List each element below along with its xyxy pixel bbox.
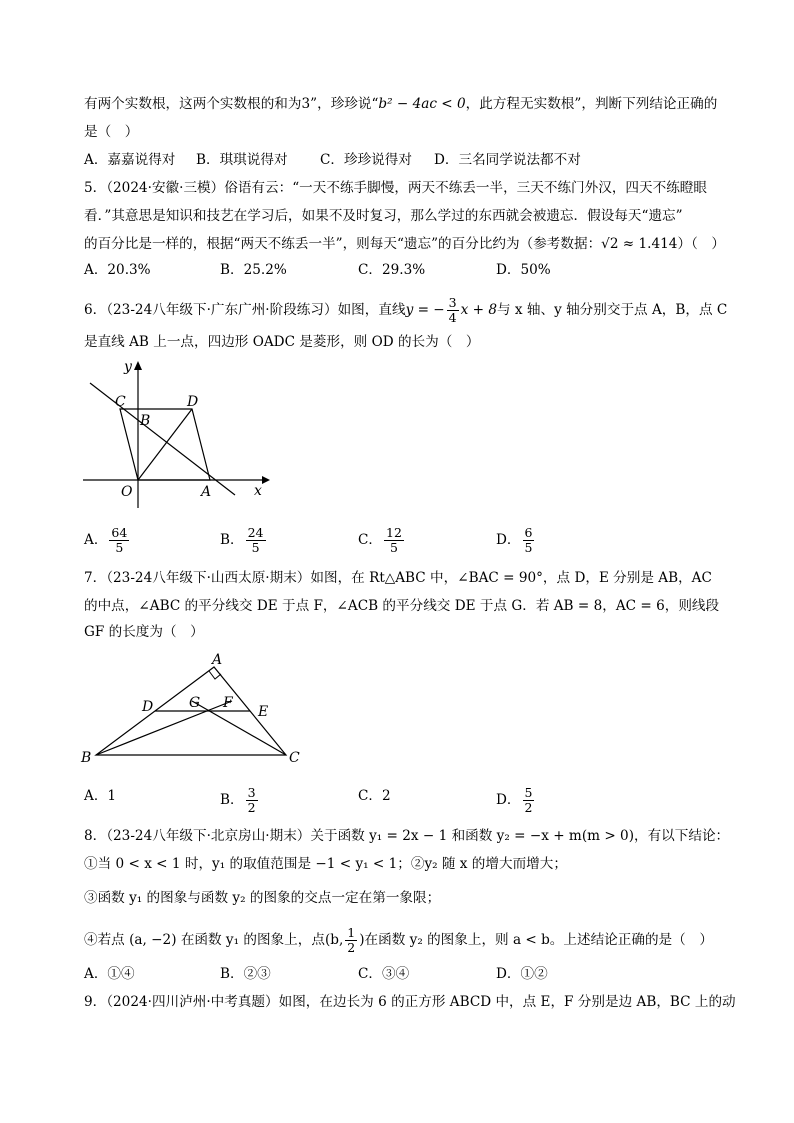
q5-reference-value: √2 ≈ 1.414 [601,236,678,252]
q6-label-b: B [140,413,151,429]
q8-line-2: ①当 0 < x < 1 时，y₁ 的取值范围是 −1 < y₁ < 1；②y₂ 随 x 的增大而增大； [84,856,567,872]
q7-option-d-fraction [523,786,535,815]
q6-label-x: x [254,483,262,499]
q7-line-2: 的中点，∠ABC 的平分线交 DE 于点 F，∠ACB 的平分线交 DE 于点 G．若 AB = 8，AC = 6，则线段 [84,598,720,614]
q5-text-b: ）（ ） [677,236,726,252]
q7-label-a: A [212,652,223,668]
q7-option-b-num: 3 [247,785,256,800]
q7-option-a[interactable] [84,786,116,806]
q6-figure [80,356,280,516]
q4-option-c[interactable]: C．珍珍说得对 [320,152,412,168]
q6-option-b-letter: B． [220,532,244,548]
q4-line-1 [84,94,717,114]
q5-option-a[interactable]: A．20.3% [84,262,151,278]
q6-eq-lhs: y = − [405,302,445,318]
q7-option-b[interactable] [220,786,260,815]
q8-option-c[interactable]: C．③④ [358,966,410,982]
q7-label-e: E [258,704,269,720]
q7-option-c-letter: C． [358,788,382,804]
q5-option-b[interactable]: B．25.2% [220,262,287,278]
q6-option-d-letter: D． [496,532,521,548]
q8-option-b[interactable]: B．②③ [220,966,271,982]
q7-label-d: D [142,699,154,715]
q7-option-d-den: 2 [524,800,533,815]
q6-option-a-fraction [109,526,129,555]
q7-option-c-value: 2 [382,788,391,804]
q6-option-b[interactable] [220,526,268,555]
q7-option-a-value: 1 [107,788,117,804]
q6-eq-fraction [447,296,459,325]
q6-line-2: 是直线 AB 上一点，四边形 OADC 是菱形，则 OD 的长为（ ） [84,334,480,350]
q5-line-3 [84,234,725,254]
q7-bisector-bf [96,701,232,755]
q4-option-b[interactable]: B．琪琪说得对 [196,152,288,168]
q4-text-b: ，此方程无实数根”，判断下列结论正确的 [465,96,718,112]
q6-x-arrow [262,476,270,484]
q4-option-a[interactable]: A．嘉嘉说得对 [84,152,176,168]
q7-label-g: G [189,695,201,711]
q6-option-c[interactable] [358,526,406,555]
q6-text-b: 与 x 轴、y 轴分别交于点 A，B，点 C [496,302,728,318]
q7-right-angle-mark [209,671,221,679]
q6-line-1 [84,296,727,325]
q7-option-d-num: 5 [524,785,533,800]
q8-point-num: 1 [347,925,356,940]
q9-line-1: 9．（2024·四川泸州·中考真题）如图，在边长为 6 的正方形 ABCD 中，点 E，F 分别是边 AB，BC 上的动 [84,994,736,1010]
q8-text-b: 在函数 y₂ 的图象上，则 a < b。上述结论正确的是（ ） [364,932,713,948]
q6-option-c-num: 12 [386,525,402,540]
q8-option-a[interactable]: A．①④ [84,966,135,982]
q6-option-c-letter: C． [358,532,382,548]
q4-discriminant: b² − 4ac < 0 [378,96,466,112]
q6-label-c: C [115,394,126,410]
q8-point-den: 2 [347,940,356,955]
q6-option-b-den: 5 [246,540,266,555]
q6-line-ab [90,383,235,495]
q7-label-b: B [81,750,92,766]
q6-option-a-den: 5 [109,540,129,555]
q7-figure [78,645,318,775]
q6-option-a[interactable] [84,526,131,555]
q6-text-a: 6．（23-24八年级下·广东广州·阶段练习）如图，直线 [84,302,406,318]
q6-label-o: O [121,484,133,500]
q8-line-3: ③函数 y₁ 的图象与函数 y₂ 的图象的交点一定在第一象限； [84,890,441,906]
q6-option-d[interactable] [496,526,536,555]
q7-option-b-den: 2 [247,800,256,815]
q6-eq-denominator: 4 [448,310,457,325]
q8-point-open: (b, [324,932,344,948]
q6-option-b-fraction [246,526,266,555]
q7-option-b-fraction [246,786,258,815]
q6-eq-rhs: x + 8 [460,302,497,318]
q8-text-a: ④若点 (a, −2) 在函数 y₁ 的图象上，点 [84,932,325,948]
q8-line-4 [84,926,713,955]
q6-option-d-num: 6 [524,525,533,540]
q6-label-a: A [201,484,212,500]
q7-option-c[interactable] [358,786,391,806]
q6-option-c-den: 5 [384,540,404,555]
q4-text-a: 有两个实数根，这两个实数根的和为3”，珍珍说“ [84,96,379,112]
q7-option-b-letter: B． [220,792,244,808]
q8-point-close: ) [359,932,365,948]
q4-line-2: 是（ ） [84,124,139,140]
q7-label-c: C [289,750,300,766]
q6-option-b-num: 24 [247,525,264,540]
q7-line-1: 7．（23-24八年级下·山西太原·期末）如图，在 Rt△ABC 中，∠BAC = 90°，点 D，E 分别是 AB，AC [84,570,712,586]
q4-option-d[interactable]: D．三名同学说法都不对 [434,152,581,168]
q6-option-a-letter: A． [84,532,108,548]
q5-option-c[interactable]: C．29.3% [358,262,426,278]
q7-option-d-letter: D． [496,792,521,808]
q6-option-d-fraction [523,526,535,555]
q6-eq-numerator: 3 [448,295,457,310]
q6-label-d: D [187,394,199,410]
q7-option-d[interactable] [496,786,536,815]
q7-bisector-cg [192,701,286,755]
q6-option-c-fraction [384,526,404,555]
q5-text-a: 的百分比是一样的，根据“两天不练丢一半”，则每天“遗忘”的百分比约为（参考数据： [84,236,602,252]
q6-option-d-den: 5 [524,540,533,555]
q6-y-arrow [134,361,142,370]
q7-label-f: F [223,695,233,711]
q5-option-d[interactable]: D．50% [496,262,551,278]
q6-label-y: y [124,359,132,375]
q7-line-3: GF 的长度为（ ） [84,624,204,640]
q7-option-a-letter: A． [84,788,108,804]
q8-line-1: 8．（23-24八年级下·北京房山·期末）关于函数 y₁ = 2x − 1 和函数 y₂ = −x + m(m > 0)，有以下结论： [84,828,730,844]
q5-line-1: 5．（2024·安徽·三模）俗语有云：“一天不练手脚慢，两天不练丢一半，三天不练门外汉，四天不练瞪眼 [84,180,707,196]
q8-point-fraction [345,926,357,955]
q5-line-2: 看．”其意思是知识和技艺在学习后，如果不及时复习，那么学过的东西就会被遗忘．假设每天“遗忘” [84,208,683,224]
q6-option-a-num: 64 [111,525,128,540]
q8-option-d[interactable]: D．①② [496,966,548,982]
